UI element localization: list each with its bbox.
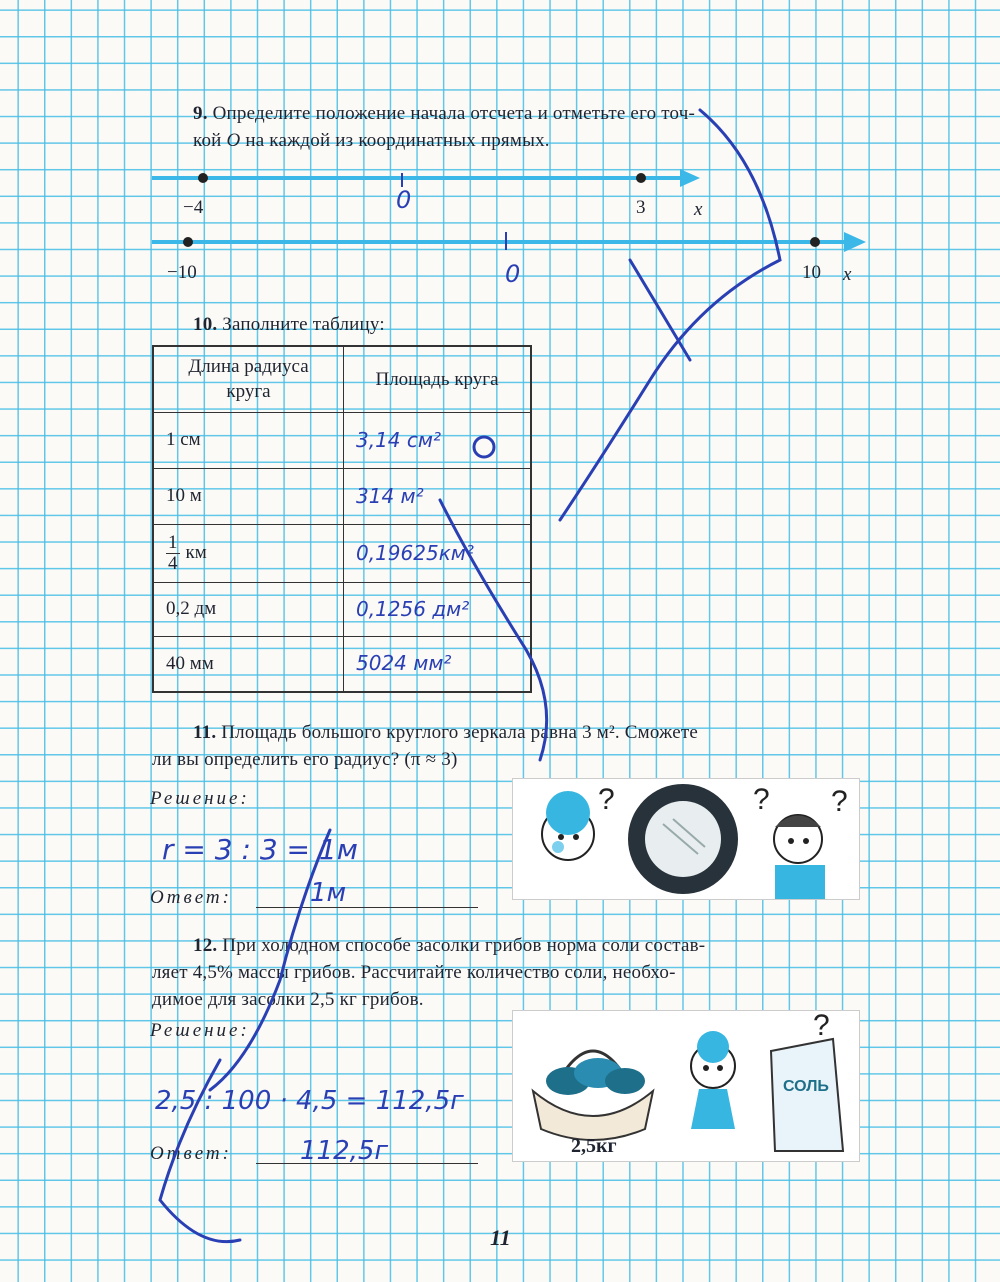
header-area: Площадь круга <box>344 346 532 412</box>
svg-text:?: ? <box>598 783 615 816</box>
label-minus10: −10 <box>167 262 197 283</box>
label-minus4: −4 <box>183 197 204 218</box>
task12-solution-hand: 2,5 : 100 · 4,5 = 112,5г <box>155 1086 464 1116</box>
task12-text-1: При холодном способе засолки грибов норма соли состав- <box>217 935 706 956</box>
task9-text-2b: на каждой из координатных прямых. <box>240 130 550 151</box>
task10-number: 10. <box>193 314 218 335</box>
svg-text:?: ? <box>831 785 848 818</box>
fraction-den: 4 <box>168 552 178 574</box>
label-3: 3 <box>636 197 646 218</box>
svg-text:?: ? <box>753 783 770 816</box>
area-hand-4: 0,1256 дм² <box>356 596 470 621</box>
scribble-strokes <box>160 110 780 1242</box>
salt-pack-label: СОЛЬ <box>783 1078 829 1095</box>
task9-number: 9. <box>193 103 208 124</box>
task11-line2: ли вы определить его радиус? (π ≈ 3) <box>152 749 458 770</box>
axis-var-x1: x <box>694 199 703 220</box>
task12-line3: димое для засолки 2,5 кг грибов. <box>152 989 424 1010</box>
radius-cell: 0,2 дм <box>153 582 344 636</box>
header-radius: Длина радиуса круга <box>153 346 344 412</box>
radius-cell: 40 мм <box>153 636 344 692</box>
task11-text-1: Площадь большого круглого зеркала равна 3 м². Сможете <box>216 722 698 743</box>
area-hand-5: 5024 мм² <box>356 651 452 676</box>
label-10: 10 <box>802 262 821 283</box>
task12-answer-hand: 112,5г <box>300 1136 389 1166</box>
hand-origin-2: 0 <box>505 260 521 288</box>
area-hand-3: 0,19625км² <box>356 540 474 565</box>
task9-origin-letter: O <box>226 130 241 151</box>
task11-answer-label: Ответ: <box>150 887 232 908</box>
basket-caption: 2,5кг <box>571 1135 617 1157</box>
task12-solution-label: Решение: <box>150 1020 250 1041</box>
svg-text:?: ? <box>813 1011 830 1042</box>
task9-text-1: Определите положение начала отсчета и отметьте его точ- <box>207 103 695 124</box>
area-hand-1: 3,14 см² <box>356 427 441 452</box>
task11-number: 11. <box>193 722 217 743</box>
axis-var-x2: x <box>843 264 852 285</box>
radius-cell: 1 см <box>153 412 344 468</box>
task11-answer-hand: 1м <box>310 878 347 908</box>
task12-answer-label: Ответ: <box>150 1143 232 1164</box>
task11-solution-label: Решение: <box>150 788 250 809</box>
task9-text-2a: кой <box>193 130 227 151</box>
fraction-unit: км <box>185 541 207 563</box>
page-number: 11 <box>490 1225 511 1250</box>
task12-line2: ляет 4,5% массы грибов. Рассчитайте количество соли, необхо- <box>152 962 676 983</box>
hand-origin-1: 0 <box>396 186 412 214</box>
task10-text: Заполните таблицу: <box>217 314 385 335</box>
fraction-num: 1 <box>168 531 178 553</box>
task12-number: 12. <box>193 935 218 956</box>
area-hand-2: 314 м² <box>356 483 424 508</box>
radius-cell: 10 м <box>153 468 344 524</box>
task11-solution-hand: r = 3 : 3 = 1м <box>162 833 358 866</box>
